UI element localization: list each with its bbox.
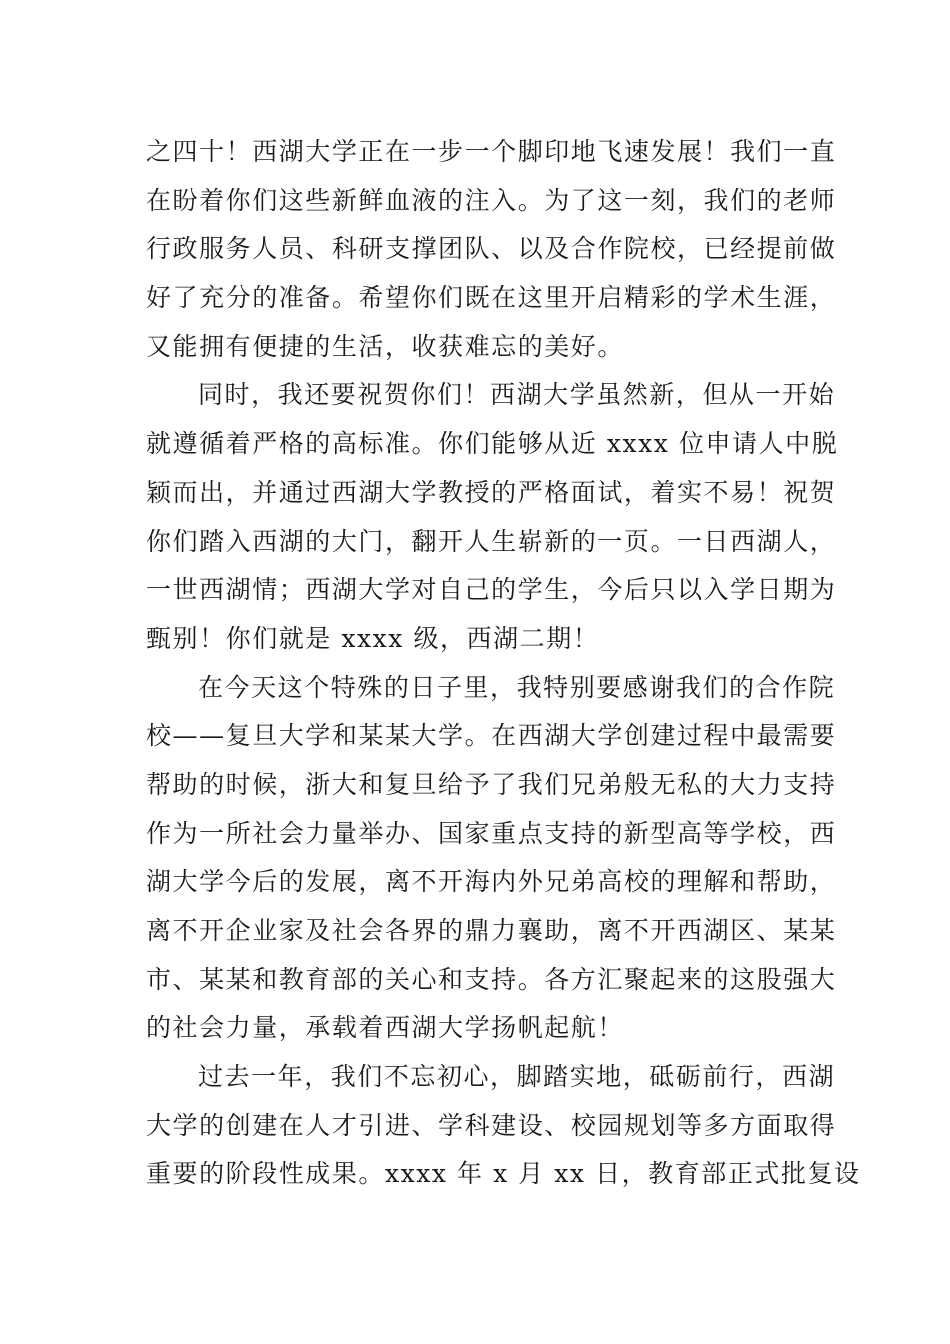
- text-line: 市、某某和教育部的关心和支持。各方汇聚起来的这股强大: [146, 964, 837, 994]
- text-line: 一世西湖情；西湖大学对自己的学生，今后只以入学日期为: [146, 575, 837, 605]
- text-line: 校——复旦大学和某某大学。在西湖大学创建过程中最需要: [146, 721, 837, 751]
- text-line: 作为一所社会力量举办、国家重点支持的新型高等学校，西: [146, 818, 837, 848]
- text-line: 行政服务人员、科研支撑团队、以及合作院校，已经提前做: [146, 234, 837, 264]
- text-line: 你们踏入西湖的大门，翻开人生崭新的一页。一日西湖人，: [146, 526, 837, 556]
- text-line: 帮助的时候，浙大和复旦给予了我们兄弟般无私的大力支持: [146, 769, 837, 799]
- text-line: 又能拥有便捷的生活，收获难忘的美好。: [146, 331, 624, 361]
- text-line: 重要的阶段性成果。xxxx 年 x 月 xx 日，教育部正式批复设: [146, 1159, 861, 1189]
- text-line: 之四十！西湖大学正在一步一个脚印地飞速发展！我们一直: [146, 137, 837, 166]
- body-text: [146, 128, 861, 1199]
- text-line: 离不开企业家及社会各界的鼎力襄助，离不开西湖区、某某: [146, 916, 837, 945]
- paragraph-first-line: 同时，我还要祝贺你们！西湖大学虽然新，但从一开始: [198, 380, 836, 410]
- text-line: 甄别！你们就是 xxxx 级，西湖二期！: [146, 623, 600, 653]
- text-line: 在盼着你们这些新鲜血液的注入。为了这一刻，我们的老师: [146, 185, 837, 215]
- text-line: 的社会力量，承载着西湖大学扬帆起航！: [146, 1013, 624, 1043]
- paragraph-first-line: 过去一年，我们不忘初心，脚踏实地，砥砺前行，西湖: [198, 1062, 836, 1092]
- text-line: 大学的创建在人才引进、学科建设、校园规划等多方面取得: [146, 1110, 837, 1140]
- text-line: 湖大学今后的发展，离不开海内外兄弟高校的理解和帮助，: [146, 867, 837, 897]
- paragraph-first-line: 在今天这个特殊的日子里，我特别要感谢我们的合作院: [198, 672, 836, 702]
- text-line: 颖而出，并通过西湖大学教授的严格面试，着实不易！祝贺: [146, 477, 837, 507]
- text-line: 就遵循着严格的高标准。你们能够从近 xxxx 位申请人中脱: [146, 429, 839, 459]
- text-line: 好了充分的准备。希望你们既在这里开启精彩的学术生涯，: [146, 283, 837, 313]
